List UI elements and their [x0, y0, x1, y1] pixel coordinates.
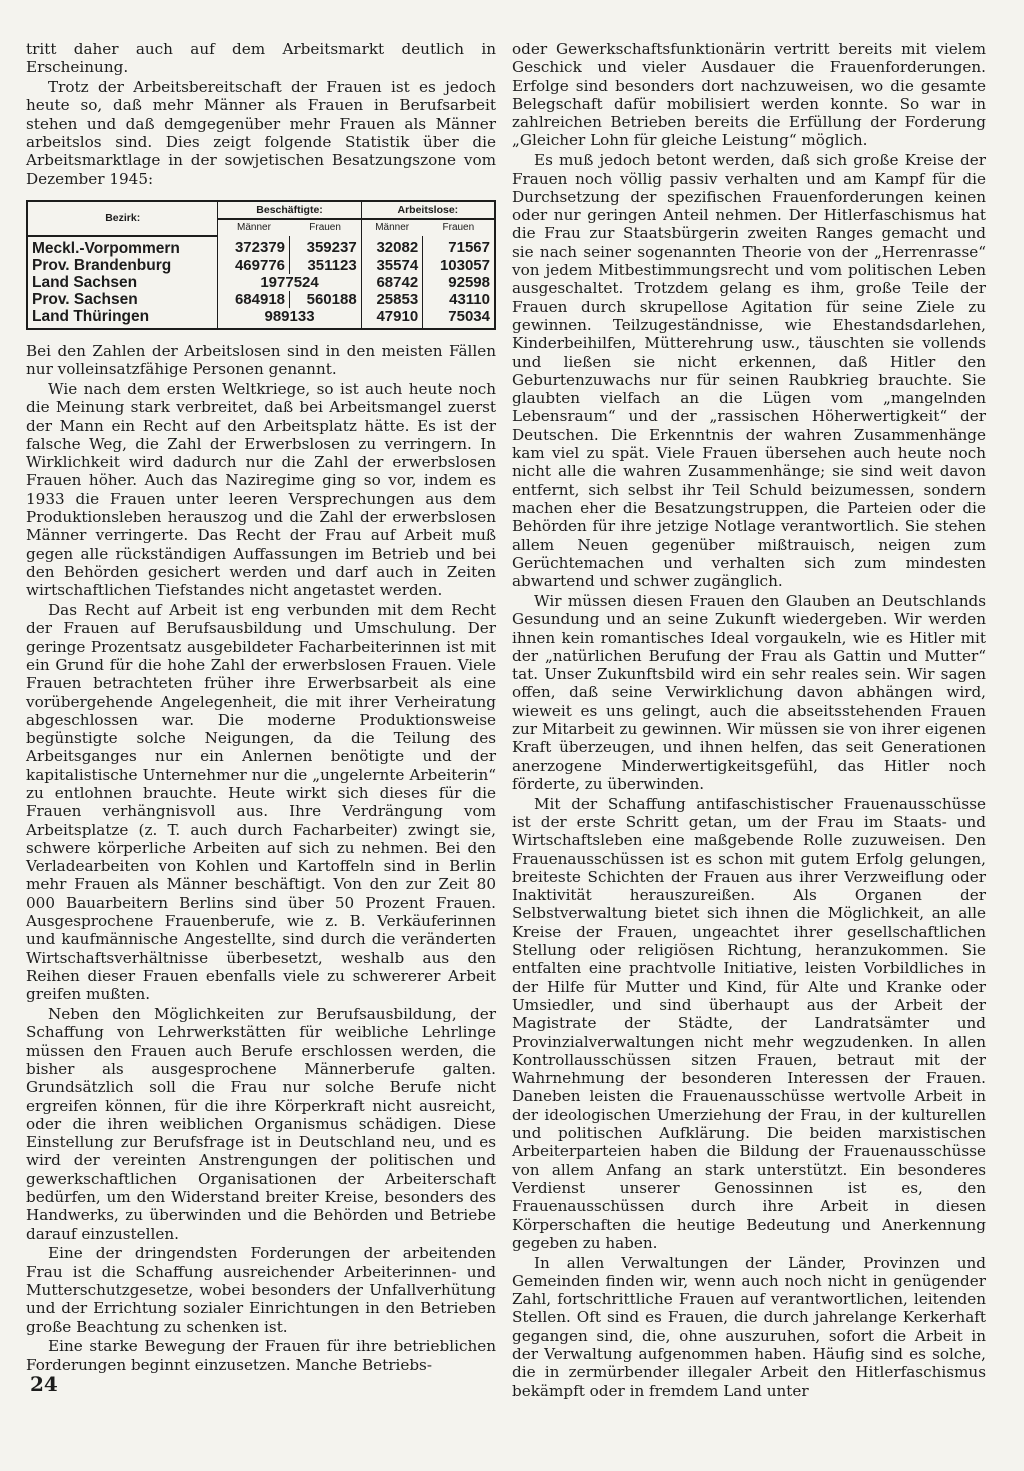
district-cell: Meckl.-Vorpommern: [27, 236, 218, 257]
table-subheader-women: Frauen: [442, 221, 475, 233]
table-row: [27, 257, 495, 274]
district-cell: Land Sachsen: [27, 274, 218, 291]
employed-total-cell: 1977524: [218, 274, 361, 291]
employed-women-cell: 359237: [290, 236, 362, 257]
district-cell: Prov. Sachsen: [27, 291, 218, 308]
paragraph: oder Gewerkschaftsfunktionärin vertritt bereits mit vielem Geschick und vieler Ausdauer die Frauenforderungen. Erfolge sind besonders dort nachzuweisen, wo die gesamte Belegschaft dafür mobilisiert werden konnte. So war in zahlreichen Betrieben bereits die Erfüllung der Forderung „Gleicher Lohn für gleiche Leistung“ möglich.: [512, 40, 986, 150]
paragraph: Eine starke Bewegung der Frauen für ihre betrieblichen Forderungen beginnt einzusetzen. Manche Betriebs-: [26, 1337, 496, 1374]
paragraph: Mit der Schaffung antifaschistischer Frauenausschüsse ist der erste Schritt getan, um der Frau im Staats- und Wirtschaftsleben eine maßgebende Rolle zuzuweisen. Den Frauenausschüssen ist es schon mit gutem Erfolg gelungen, breiteste Schichten der Frauen aus ihrer Verzweiflung oder Inaktivität herauszureißen. Als Organen der Selbstverwaltung bietet sich ihnen die Möglichkeit, an alle Kreise der Frauen, ungeachtet ihrer gesellschaftlichen Stellung oder religiösen Richtung, heranzukommen. Sie entfalten eine prachtvolle Initiative, leisten Vorbildliches in der Hilfe für Mutter und Kind, für Alte und Kranke oder Umsiedler, und sind überhaupt aus der Arbeit der Magistrate der Städte, der Landratsämter und Provinzialverwaltungen nicht mehr wegzudenken. In allen Kontrollausschüssen sitzen Frauen, betraut mit der Wahrnehmung der besonderen Interessen der Frauen. Daneben leisten die Frauenausschüsse wertvolle Arbeit in der ideologischen Umerziehung der Frau, in der kulturellen und politischen Aufklärung. Die beiden marxistischen Arbeiterparteien haben die Bildung der Frauenausschüsse von allem Anfang an stark unterstützt. Ein besonderes Verdienst unserer Genossinnen ist es, den Frauenausschüssen durch ihre Arbeit in diesen Körperschaften die heutige Bedeutung und Anerkennung gegeben zu haben.: [512, 794, 986, 1252]
employed-women-cell: 351123: [290, 257, 362, 274]
unemployed-men-cell: 32082: [361, 236, 423, 257]
unemployed-women-cell: 75034: [448, 307, 490, 325]
left-column: [26, 40, 496, 1376]
employed-men-cell: 469776: [218, 257, 290, 274]
paragraph: Wir müssen diesen Frauen den Glauben an Deutschlands Gesundung und an seine Zukunft wiedergeben. Wir werden ihnen kein romantisches Ideal vorgaukeln, wie es Hitler mit der „natürlichen Berufung der Frau als Gattin und Mutter“ tat. Unser Zukunftsbild wird ein sehr reales sein. Wir sagen offen, daß seine Verwirklichung davon abhängen wird, wieweit es uns gelingt, auch die abseitsstehenden Frauen zur Mitarbeit zu gewinnen. Wir müssen sie von ihrer eigenen Kraft überzeugen, und ihnen helfen, das seit Generationen anerzogene Minderwertigkeitsgefühl, das Hitler noch förderte, zu überwinden.: [512, 591, 986, 793]
unemployed-women-cell: 43110: [449, 290, 490, 308]
employed-men-cell: 684918: [218, 291, 290, 308]
unemployed-men-cell: 47910: [361, 308, 423, 329]
labor-market-table: [26, 200, 496, 330]
unemployed-men-cell: 68742: [361, 274, 423, 291]
table-header-employed: Beschäftigte:: [218, 201, 361, 219]
table-row: [27, 291, 495, 308]
page-number: 24: [30, 1372, 58, 1396]
employed-women-cell: 560188: [290, 291, 362, 308]
unemployed-women-cell: 103057: [439, 256, 490, 274]
unemployed-women-cell: 92598: [448, 273, 490, 291]
district-cell: Land Thüringen: [27, 308, 218, 329]
district-cell: Prov. Brandenburg: [27, 257, 218, 274]
paragraph: Das Recht auf Arbeit ist eng verbunden mit dem Recht der Frauen auf Berufsausbildung und Umschulung. Der geringe Prozentsatz ausgebildeter Facharbeiterinnen ist mit ein Grund für die hohe Zahl der erwerbslosen Frauen. Viele Frauen betrachteten früher ihre Erwerbsarbeit als eine vorübergehende Angelegenheit, die mit ihrer Verheiratung abgeschlossen war. Die moderne Produktionsweise begünstigte solche Neigungen, da die Teilung des Arbeitsganges nur ein Anlernen benötigte und der kapitalistische Unternehmer nur die „ungelernte Arbeiterin“ zu entlohnen brauchte. Heute wirkt sich dieses für die Frauen verhängnisvoll aus. Ihre Verdrängung vom Arbeitsplatze (z. T. auch durch Facharbeiter) zwingt sie, schwere körperliche Arbeiten auf sich zu nehmen. Bei den Verladearbeiten von Kohlen und Kartoffeln sind in Berlin mehr Frauen als Männer beschäftigt. Von den zur Zeit 80 000 Bauarbeitern Berlins sind über 50 Prozent Frauen. Ausgesprochene Frauenberufe, wie z. B. Verkäuferinnen und kaufmännische Angestellte, sind durch die veränderten Wirtschaftsverhältnisse überbesetzt, weshalb aus den Reihen dieser Frauen ebenfalls viele zu schwererer Arbeit greifen mußten.: [26, 601, 496, 1004]
table-header-unemployed: Arbeitslose:: [361, 201, 495, 219]
paragraph: Bei den Zahlen der Arbeitslosen sind in den meisten Fällen nur volleinsatzfähige Personen genannt.: [26, 341, 496, 379]
paragraph: tritt daher auch auf dem Arbeitsmarkt deutlich in Erscheinung.: [26, 40, 496, 77]
paragraph: Neben den Möglichkeiten zur Berufsausbildung, der Schaffung von Lehrwerkstätten für weibliche Lehrlinge müssen den Frauen auch Berufe erschlossen werden, die bisher als ausgesprochene Männerberufe galten. Grundsätzlich soll die Frau nur solche Berufe nicht ergreifen können, für die ihre Körperkraft nicht ausreicht, oder die ihren weiblichen Organismus schädigen. Diese Einstellung zur Berufsfrage ist in Deutschland neu, und es wird der vereinten Anstrengungen der politischen und gewerkschaftlichen Organisationen der Arbeiterschaft bedürfen, um den Widerstand breiter Kreise, besonders des Handwerks, zu überwinden und die Behörden und Betriebe darauf einzustellen.: [26, 1005, 496, 1243]
table-row: [27, 274, 495, 291]
right-column: [512, 40, 986, 1401]
table-row: [27, 236, 495, 257]
employed-men-cell: 372379: [218, 236, 290, 257]
unemployed-men-cell: 25853: [361, 291, 423, 308]
table-row: [27, 308, 495, 329]
paragraph: Eine der dringendsten Forderungen der arbeitenden Frau ist die Schaffung ausreichender Arbeiterinnen- und Mutterschutzgesetze, wobei besonders der Unfallverhütung und der Errichtung sozialer Einrichtungen in den Betrieben große Beachtung zu schenken ist.: [26, 1244, 496, 1336]
unemployed-men-cell: 35574: [361, 257, 423, 274]
paragraph: Wie nach dem ersten Weltkriege, so ist auch heute noch die Meinung stark verbreitet, daß bei Arbeitsmangel zuerst der Mann ein Recht auf den Arbeitsplatz hätte. Es ist der falsche Weg, die Zahl der Erwerbslosen zu verringern. In Wirklichkeit wird dadurch nur die Zahl der erwerbslosen Frauen höher. Auch das Naziregime ging so vor, indem es 1933 die Frauen unter leeren Versprechungen aus dem Produktionsleben herauszog und die Zahl der erwerbslosen Männer verringerte. Das Recht der Frau auf Arbeit muß gegen alle rückständigen Auffassungen im Betrieb und bei den Behörden gesichert werden und darf auch in Zeiten wirtschaftlichen Tiefstandes nicht angetastet werden.: [26, 379, 496, 600]
unemployed-women-cell: 71567: [448, 239, 490, 257]
paragraph: Es muß jedoch betont werden, daß sich große Kreise der Frauen noch völlig passiv verhalten und am Kampf für die Durchsetzung der spezifischen Frauenforderungen keinen oder nur geringen Anteil nehmen. Der Hitlerfaschismus hat die Frau zur Staatsbürgerin zweiten Ranges gemacht und sie nach seiner sogenannten Theorie von der „Herrenrasse“ von jedem Mitbestimmungsrecht und vom politischen Leben ausgeschaltet. Trotzdem gelang es ihm, große Teile der Frauen durch skrupellose Agitation für seine Ziele zu gewinnen. Teilzugeständnisse, wie Ehestandsdarlehen, Kinderbeihilfen, Mütterehrung usw., täuschten sie vollends und ließen sie nicht erkennen, daß Hitler den Geburtenzuwachs nur für seinen Raubkrieg brauchte. Sie glaubten vielfach an die Lügen vom „mangelnden Lebensraum“ und der „rassischen Höherwertigkeit“ der Deutschen. Die Erkenntnis der wahren Zusammenhänge kam viel zu spät. Viele Frauen übersehen auch heute noch nicht alle die wahren Zusammenhänge; sie sind weit davon entfernt, sich selbst ihr Teil Schuld beizumessen, sondern machen eher die Besatzungstruppen, die Parteien oder die Behörden für ihre jetzige Notlage verantwortlich. Sie stehen allem Neuen gegenüber mißtrauisch, neigen zum Gerüchtemachen und verhalten sich zum mindesten abwartend und schwer zugänglich.: [512, 151, 986, 591]
paragraph: In allen Verwaltungen der Länder, Provinzen und Gemeinden finden wir, wenn auch noch nicht in genügender Zahl, fortschrittliche Frauen auf verantwortlichen, leitenden Stellen. Oft sind es Frauen, die durch jahrelange Kerkerhaft gegangen sind, die, ohne auszuruhen, sofort die Arbeit in der Verwaltung aufgenommen haben. Häufig sind es solche, die in zermürbender illegaler Arbeit den Hitlerfaschismus bekämpft oder in fremdem Land unter: [512, 1253, 986, 1400]
table-header-district: Bezirk:: [27, 201, 218, 236]
table-subheader-men: Männer: [237, 221, 271, 233]
table-subheader-men: Männer: [375, 221, 410, 233]
paragraph: Trotz der Arbeitsbereitschaft der Frauen ist es jedoch heute so, daß mehr Männer als Frauen in Berufsarbeit stehen und daß demgegenüber mehr Frauen als Männer arbeitslos sind. Dies zeigt folgende Statistik über die Arbeitsmarktlage in der sowjetischen Besatzungszone vom Dezember 1945:: [26, 78, 496, 188]
employed-total-cell: 989133: [218, 308, 361, 329]
table-subheader-women: Frauen: [290, 219, 362, 236]
